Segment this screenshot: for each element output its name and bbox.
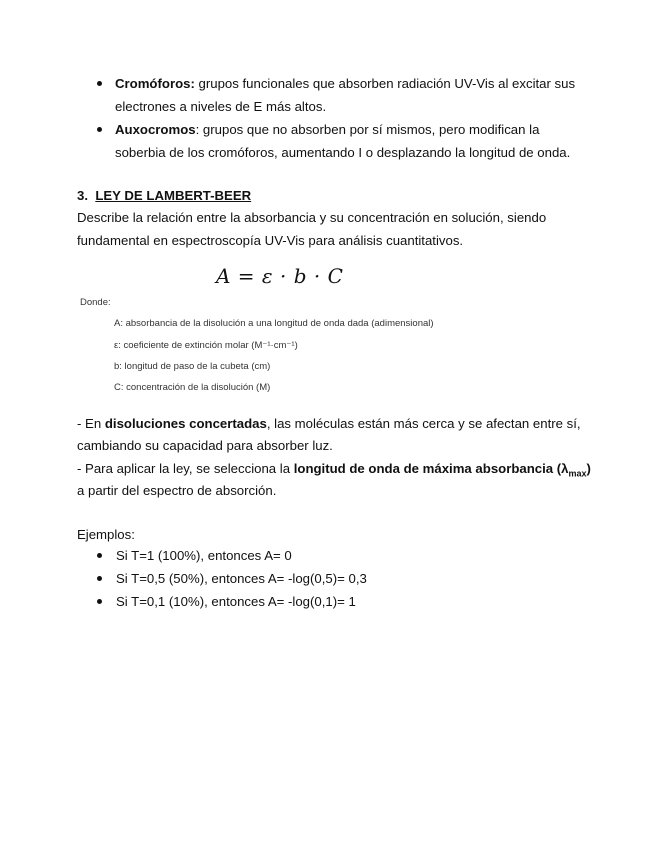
example-item-1: Si T=1 (100%), entonces A= 0: [116, 548, 292, 563]
bullet-dot-icon: [97, 127, 102, 132]
section-title: LEY DE LAMBERT-BEER: [95, 188, 252, 203]
donde-item-epsilon: ε: coeficiente de extinción molar (M⁻¹·cm⁻¹): [114, 340, 298, 351]
section-number: 3.: [77, 188, 88, 203]
note-disoluciones-line1: - En disoluciones concertadas, las moléculas están más cerca y se afectan entre sí,: [77, 416, 581, 431]
donde-item-c: C: concentración de la disolución (M): [114, 382, 271, 393]
donde-item-b: b: longitud de paso de la cubeta (cm): [114, 361, 271, 372]
bullet-auxocromos-line1: Auxocromos: grupos que no absorben por sí mismos, pero modifican la: [115, 122, 540, 137]
section-description-line2: fundamental en espectroscopía UV-Vis para análisis cuantitativos.: [77, 233, 464, 248]
note-longitud-line2: a partir del espectro de absorción.: [77, 483, 277, 498]
section-heading: [77, 185, 251, 207]
note-bold-longitud: longitud de onda de máxima absorbancia $(\lambda_{max})$: [293, 461, 591, 479]
donde-item-a: A: absorbancia de la disolución a una longitud de onda dada (adimensional): [114, 318, 434, 329]
bullet-dot-icon: [97, 81, 102, 86]
bullet-dot-icon: [97, 599, 102, 604]
lambert-beer-formula: A = ε · b · C: [216, 264, 344, 288]
bullet-auxocromos-line2: soberbia de los cromóforos, aumentando I o desplazando la longitud de onda.: [115, 145, 571, 160]
note-disoluciones-line2: cambiando su capacidad para absorber luz.: [77, 438, 333, 453]
example-item-3: Si T=0,1 (10%), entonces A= -log(0,1)= 1: [116, 594, 356, 609]
example-item-2: Si T=0,5 (50%), entonces A= -log(0,5)= 0,3: [116, 571, 367, 586]
bullet-cromoforos-line1: Cromóforos: grupos funcionales que absorben radiación UV-Vis al excitar sus: [115, 76, 576, 91]
term-cromoforos: Cromóforos:: [115, 76, 195, 91]
bullet-dot-icon: [97, 576, 102, 581]
bullet-cromoforos-line2: electrones a niveles de E más altos.: [115, 99, 327, 114]
donde-label: Donde:: [80, 297, 111, 308]
section-description-line1: Describe la relación entre la absorbancia y su concentración en solución, siendo: [77, 210, 547, 225]
note-longitud-line1: - Para aplicar la ley, se selecciona la longitud de onda de máxima absorbancia $(\lambda_{max})$: [77, 461, 591, 479]
note-bold-disoluciones: disoluciones concertadas: [104, 416, 267, 431]
examples-label: Ejemplos:: [77, 527, 135, 542]
bullet-dot-icon: [97, 553, 102, 558]
term-auxocromos: Auxocromos: [115, 122, 196, 137]
